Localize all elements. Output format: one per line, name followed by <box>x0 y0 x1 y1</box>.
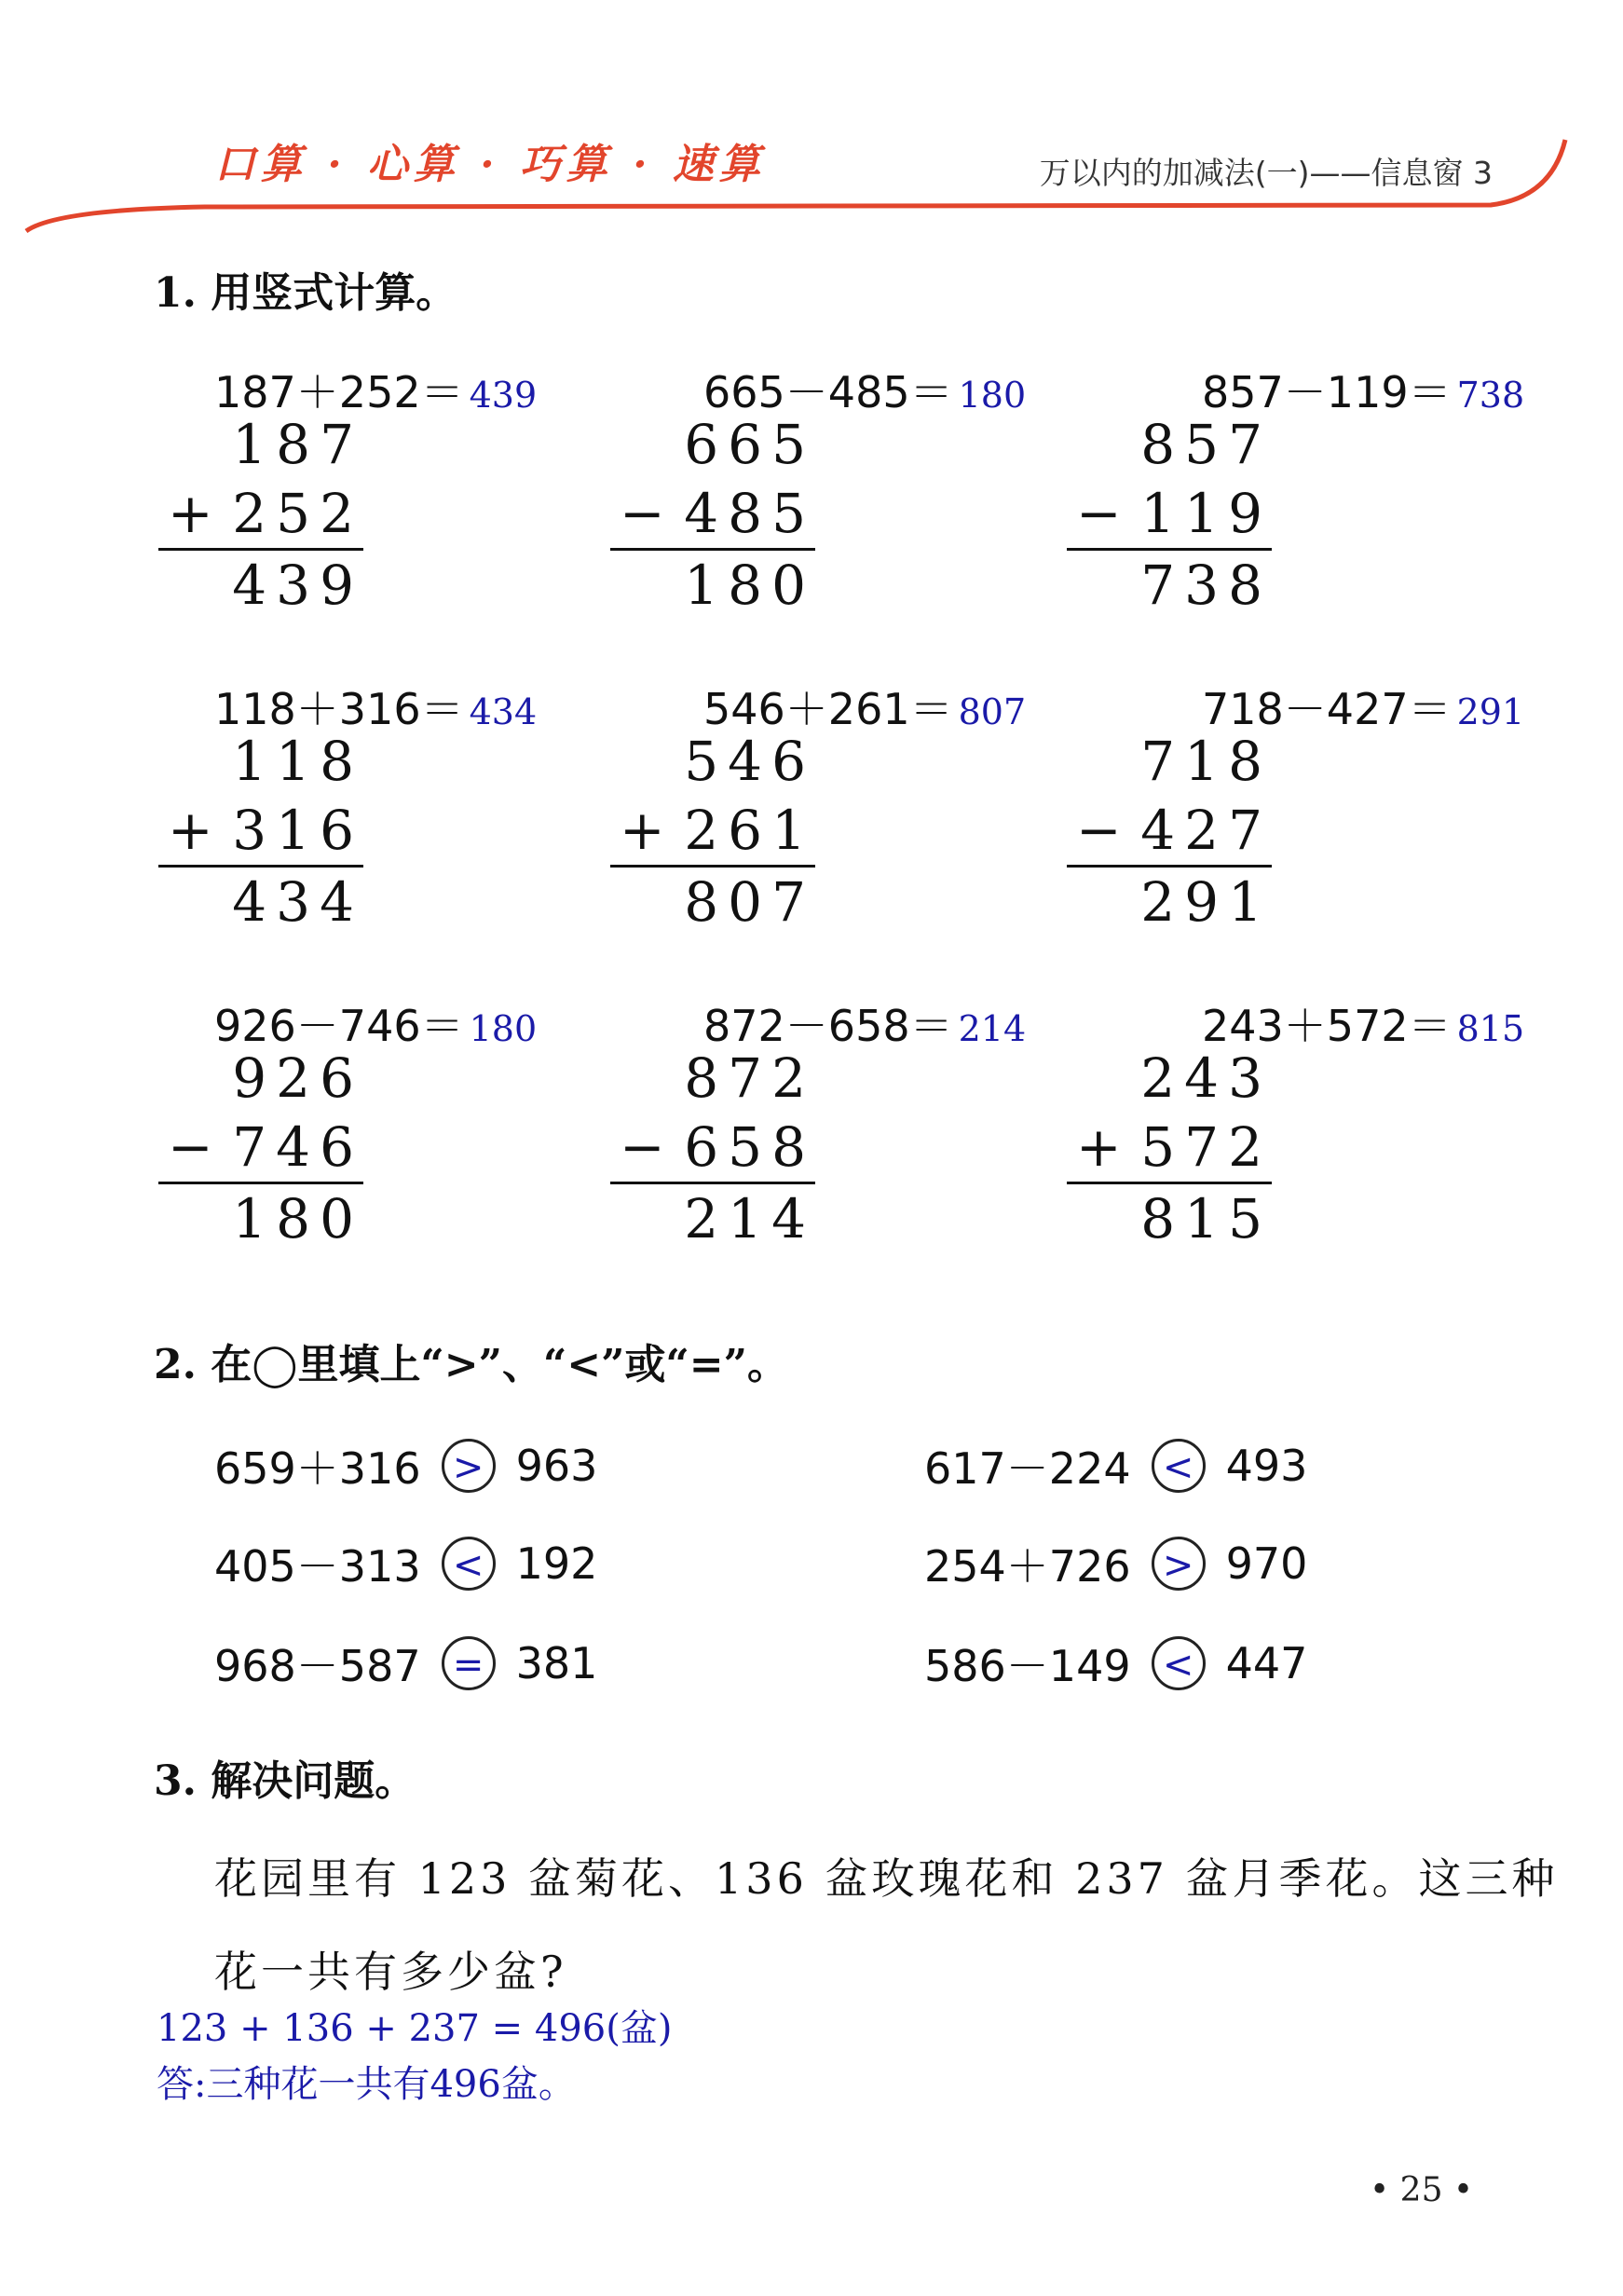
vertical-calc-2 <box>610 410 815 620</box>
compare-circle[interactable]: < <box>1152 1439 1206 1493</box>
vertical-operand-b-row <box>1067 796 1272 865</box>
vertical-operator: + <box>1076 1115 1122 1179</box>
header-curve <box>0 0 1623 242</box>
compare-circle[interactable]: < <box>442 1537 496 1591</box>
vertical-operand-a: 718 <box>1140 730 1272 793</box>
vertical-operator: − <box>620 1115 665 1179</box>
vertical-operand-b-row <box>610 479 815 548</box>
section1-title: 1. 用竖式计算。 <box>154 269 457 317</box>
equation-text: 243＋572＝ <box>1202 1001 1452 1051</box>
vertical-operand-b-row <box>158 1113 363 1182</box>
vertical-operand-a: 872 <box>684 1046 815 1110</box>
compare-item-4 <box>924 1533 1307 1594</box>
equation-text: 718－427＝ <box>1202 684 1452 734</box>
vertical-calc-5 <box>610 727 815 936</box>
compare-right: 493 <box>1225 1441 1308 1491</box>
vertical-operand-b: 316 <box>232 799 363 862</box>
compare-circle[interactable]: > <box>442 1439 496 1493</box>
vertical-operator: + <box>620 799 665 862</box>
compare-item-6 <box>924 1633 1307 1694</box>
vertical-operand-b: 485 <box>684 482 815 545</box>
compare-left: 405－313 <box>214 1541 421 1592</box>
compare-right: 192 <box>515 1538 598 1589</box>
vertical-operand-b-row <box>610 1113 815 1182</box>
compare-right: 963 <box>515 1441 598 1491</box>
vertical-calc-8 <box>610 1044 815 1253</box>
vertical-calc-6 <box>1067 727 1272 936</box>
compare-item-2 <box>924 1435 1307 1496</box>
vertical-operand-b: 252 <box>232 482 363 545</box>
equation-text: 926－746＝ <box>214 1001 464 1051</box>
problem-text-line1: 花园里有 123 盆菊花、136 盆玫瑰花和 237 盆月季花。这三种 <box>214 1853 1559 1904</box>
vertical-operand-a: 857 <box>1140 413 1272 476</box>
section3-title: 3. 解决问题。 <box>154 1757 416 1805</box>
compare-left: 968－587 <box>214 1641 421 1691</box>
compare-left: 617－224 <box>924 1443 1131 1494</box>
vertical-calc-7 <box>158 1044 363 1253</box>
vertical-result: 439 <box>232 554 363 617</box>
vertical-operand-b: 746 <box>232 1115 363 1179</box>
solution-answer: 答:三种花一共有496盆。 <box>157 2063 576 2106</box>
equation-text: 546＋261＝ <box>703 684 953 734</box>
vertical-operand-b-row <box>1067 1113 1272 1182</box>
problem-text-line2: 花一共有多少盆? <box>214 1947 567 1997</box>
vertical-result: 214 <box>684 1187 815 1250</box>
equation-answer: 434 <box>469 691 538 732</box>
header-title-right: 万以内的加减法(一)——信息窗 3 <box>1039 155 1493 191</box>
vertical-operator: − <box>1076 482 1122 545</box>
vertical-operator: − <box>1076 799 1122 862</box>
vertical-operand-a: 546 <box>684 730 815 793</box>
vertical-operand-a: 187 <box>232 413 363 476</box>
vertical-operand-b: 427 <box>1140 799 1272 862</box>
vertical-operand-a: 926 <box>232 1046 363 1110</box>
compare-left: 254＋726 <box>924 1541 1131 1592</box>
equation-answer: 180 <box>469 1008 538 1049</box>
compare-left: 586－149 <box>924 1641 1131 1691</box>
vertical-result: 807 <box>684 870 815 934</box>
vertical-operand-b: 261 <box>684 799 815 862</box>
vertical-operator: − <box>168 1115 213 1179</box>
compare-circle[interactable]: > <box>1152 1537 1206 1591</box>
vertical-operand-a: 118 <box>232 730 363 793</box>
compare-right: 447 <box>1225 1638 1308 1688</box>
vertical-operand-b: 119 <box>1140 482 1272 545</box>
section2-title: 2. 在◯里填上“>”、“<”或“=”。 <box>154 1341 788 1388</box>
vertical-operand-b-row <box>158 479 363 548</box>
compare-right: 381 <box>515 1638 598 1688</box>
equation-answer: 738 <box>1456 375 1525 416</box>
solution-equation: 123 + 136 + 237 = 496(盆) <box>157 2007 673 2050</box>
vertical-result: 180 <box>232 1187 363 1250</box>
compare-right: 970 <box>1225 1538 1308 1589</box>
vertical-calc-1 <box>158 410 363 620</box>
equation-text: 187＋252＝ <box>214 367 464 417</box>
page-number: • 25 • <box>1370 2171 1474 2209</box>
compare-item-3 <box>214 1533 597 1594</box>
equation-text: 118＋316＝ <box>214 684 464 734</box>
equation-text: 857－119＝ <box>1202 367 1452 417</box>
vertical-operand-b-row <box>158 796 363 865</box>
vertical-operand-b: 658 <box>684 1115 815 1179</box>
vertical-operator: + <box>168 482 213 545</box>
equation-answer: 214 <box>958 1008 1027 1049</box>
compare-item-1 <box>214 1435 597 1496</box>
vertical-result: 291 <box>1140 870 1272 934</box>
header-title-left: 口算 · 心算 · 巧算 · 速算 <box>214 141 766 188</box>
equation-answer: 815 <box>1456 1008 1525 1049</box>
vertical-operand-b-row <box>1067 479 1272 548</box>
compare-circle[interactable]: < <box>1152 1636 1206 1690</box>
vertical-result: 738 <box>1140 554 1272 617</box>
equation-text: 872－658＝ <box>703 1001 953 1051</box>
vertical-calc-4 <box>158 727 363 936</box>
vertical-operand-b: 572 <box>1140 1115 1272 1179</box>
vertical-operand-a: 665 <box>684 413 815 476</box>
vertical-result: 180 <box>684 554 815 617</box>
vertical-calc-3 <box>1067 410 1272 620</box>
equation-answer: 291 <box>1456 691 1525 732</box>
vertical-operator: − <box>620 482 665 545</box>
vertical-operand-b-row <box>610 796 815 865</box>
vertical-operand-a: 243 <box>1140 1046 1272 1110</box>
equation-answer: 180 <box>958 375 1027 416</box>
vertical-result: 815 <box>1140 1187 1272 1250</box>
vertical-result: 434 <box>232 870 363 934</box>
compare-circle[interactable]: = <box>442 1636 496 1690</box>
vertical-operator: + <box>168 799 213 862</box>
equation-answer: 439 <box>469 375 538 416</box>
vertical-calc-9 <box>1067 1044 1272 1253</box>
equation-text: 665－485＝ <box>703 367 953 417</box>
compare-item-5 <box>214 1633 597 1694</box>
compare-left: 659＋316 <box>214 1443 421 1494</box>
equation-answer: 807 <box>958 691 1027 732</box>
